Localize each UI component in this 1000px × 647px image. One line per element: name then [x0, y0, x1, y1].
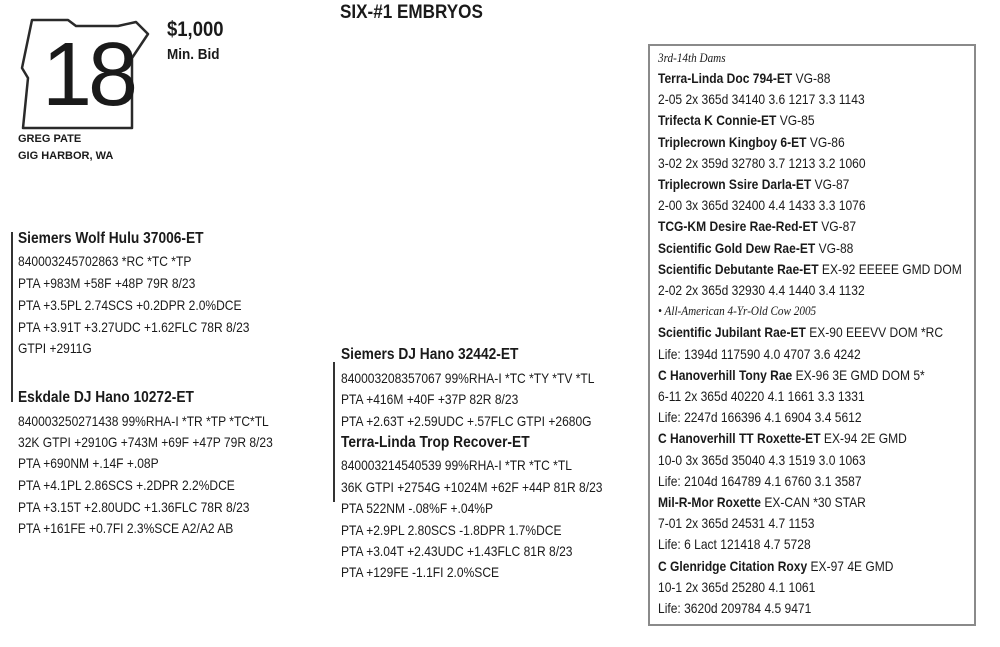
dam-record: 3-02 2x 359d 32780 3.7 1213 3.2 1060 — [658, 154, 866, 171]
dam-entry-name: Triplecrown Ssire Darla-ET — [658, 176, 815, 192]
pedigree-bracket-right — [333, 362, 335, 502]
dam-entry-classification: EX-96 3E GMD DOM 5* — [795, 366, 925, 383]
dam-entry-classification: VG-87 — [821, 218, 857, 235]
dam-entry-name: Scientific Jubilant Rae-ET — [658, 324, 810, 341]
sire-line: GTPI +2911G — [18, 340, 92, 356]
dam-entry — [658, 323, 943, 341]
dam-entry-classification: EX-90 EEEVV DOM *RC — [809, 324, 944, 341]
dam-entry-classification: VG-88 — [818, 239, 854, 256]
dam-entry — [658, 366, 925, 384]
dam-entry-name: Mil-R-Mor Roxette — [658, 494, 765, 510]
dam-entry-classification: VG-86 — [809, 133, 845, 150]
dam-entry-name: Trifecta K Connie-ET — [658, 112, 780, 129]
dam-entry — [658, 175, 849, 193]
dam-record: Life: 2247d 166396 4.1 6904 3.4 5612 — [658, 409, 862, 426]
dam-record: 2-02 2x 365d 32930 4.4 1440 3.4 1132 — [658, 282, 865, 298]
dam-entry-classification: EX-94 2E GMD — [823, 430, 907, 447]
dam-award-note: • All-American 4-Yr-Old Cow 2005 — [658, 303, 817, 319]
dam-entry — [658, 429, 907, 447]
dam-name: Eskdale DJ Hano 10272-ET — [18, 389, 194, 406]
dam-line: PTA +690NM +.14F +.08P — [18, 455, 159, 471]
dam-entry-name: C Hanoverhill TT Roxette-ET — [658, 430, 824, 447]
dam-line: PTA +4.1PL 2.86SCS +.2DPR 2.2%DCE — [18, 477, 235, 493]
pedigree-bracket-left — [11, 232, 13, 402]
dam-line: 840003250271438 99%RHA-I *TR *TP *TC*TL — [18, 413, 269, 429]
min-bid-price: $1,000 — [167, 18, 224, 41]
consignor-location: GIG HARBOR, WA — [18, 150, 114, 162]
dam-entry-name: TCG-KM Desire Rae-Red-ET — [658, 218, 822, 235]
lot-number: 18 — [42, 25, 135, 125]
dam-entry-classification: EX-92 EEEEE GMD DOM — [821, 260, 962, 277]
dam-record: 6-11 2x 365d 40220 4.1 1661 3.3 1331 — [658, 388, 865, 404]
dam-entry-name: C Hanoverhill Tony Rae — [658, 366, 796, 383]
dam-line: PTA +161FE +0.7FI 2.3%SCE A2/A2 AB — [18, 520, 234, 536]
dam-line: 32K GTPI +2910G +743M +69F +47P 79R 8/23 — [18, 434, 273, 450]
dam-entry — [658, 260, 962, 278]
dam-record: 2-00 3x 365d 32400 4.4 1433 3.3 1076 — [658, 197, 866, 214]
dam-sire-line: PTA +416M +40F +37P 82R 8/23 — [341, 391, 519, 407]
sire-name: Siemers Wolf Hulu 37006-ET — [18, 230, 204, 247]
dam-entry-classification: VG-88 — [795, 70, 831, 86]
dam-entry — [658, 493, 866, 511]
dam-line: PTA +3.15T +2.80UDC +1.36FLC 78R 8/23 — [18, 499, 250, 515]
dam-entry-name: C Glenridge Citation Roxy — [658, 557, 811, 574]
granddam-line: PTA +129FE -1.1FI 2.0%SCE — [341, 564, 500, 580]
page-title: SIX-#1 EMBRYOS — [340, 2, 483, 23]
granddam-line: 36K GTPI +2754G +1024M +62F +44P 81R 8/23 — [341, 479, 603, 495]
sire-line: PTA +3.91T +3.27UDC +1.62FLC 78R 8/23 — [18, 319, 250, 335]
dam-entry-name: Terra-Linda Doc 794-ET — [658, 70, 796, 86]
dam-entry — [658, 239, 853, 257]
dam-entry-classification: EX-CAN *30 STAR — [764, 494, 866, 510]
dam-record: Life: 3620d 209784 4.5 9471 — [658, 600, 812, 616]
dam-entry — [658, 111, 815, 129]
dam-record: 7-01 2x 365d 24531 4.7 1153 — [658, 515, 815, 532]
dam-entry-name: Triplecrown Kingboy 6-ET — [658, 133, 810, 150]
min-bid-label: Min. Bid — [167, 46, 220, 63]
dam-entry — [658, 133, 845, 151]
dam-entry-name: Scientific Debutante Rae-ET — [658, 260, 822, 277]
sire-line: 840003245702863 *RC *TC *TP — [18, 253, 192, 269]
granddam-line: PTA +2.9PL 2.80SCS -1.8DPR 1.7%DCE — [341, 522, 562, 538]
dam-record: 10-0 3x 365d 35040 4.3 1519 3.0 1063 — [658, 451, 866, 468]
dam-entry — [658, 557, 894, 575]
dam-entry — [658, 69, 830, 87]
granddam-line: PTA 522NM -.08%F +.04%P — [341, 500, 494, 516]
granddam-line: 840003214540539 99%RHA-I *TR *TC *TL — [341, 457, 572, 473]
dams-box-heading: 3rd-14th Dams — [658, 50, 726, 65]
dam-entry-classification: VG-85 — [779, 112, 815, 129]
sire-line: PTA +983M +58F +48P 79R 8/23 — [18, 275, 196, 291]
granddam-line: PTA +3.04T +2.43UDC +1.43FLC 81R 8/23 — [341, 543, 573, 559]
dam-entry — [658, 217, 856, 235]
consignor-name: GREG PATE — [18, 133, 82, 145]
dam-entry-classification: EX-97 4E GMD — [810, 557, 894, 574]
dam-sire-name: Siemers DJ Hano 32442-ET — [341, 346, 519, 363]
dam-sire-line: PTA +2.63T +2.59UDC +.57FLC GTPI +2680G — [341, 413, 592, 429]
dam-sire-line: 840003208357067 99%RHA-I *TC *TY *TV *TL — [341, 370, 595, 386]
granddam-name: Terra-Linda Trop Recover-ET — [341, 434, 530, 451]
dam-record: 10-1 2x 365d 25280 4.1 1061 — [658, 578, 816, 595]
sire-line: PTA +3.5PL 2.74SCS +0.2DPR 2.0%DCE — [18, 297, 242, 313]
dam-record: Life: 2104d 164789 4.1 6760 3.1 3587 — [658, 472, 862, 489]
dam-record: 2-05 2x 365d 34140 3.6 1217 3.3 1143 — [658, 91, 865, 108]
dam-entry-name: Scientific Gold Dew Rae-ET — [658, 239, 819, 256]
dam-entry-classification: VG-87 — [814, 176, 850, 192]
dam-record: Life: 6 Lact 121418 4.7 5728 — [658, 536, 811, 553]
dam-record: Life: 1394d 117590 4.0 4707 3.6 4242 — [658, 345, 861, 362]
